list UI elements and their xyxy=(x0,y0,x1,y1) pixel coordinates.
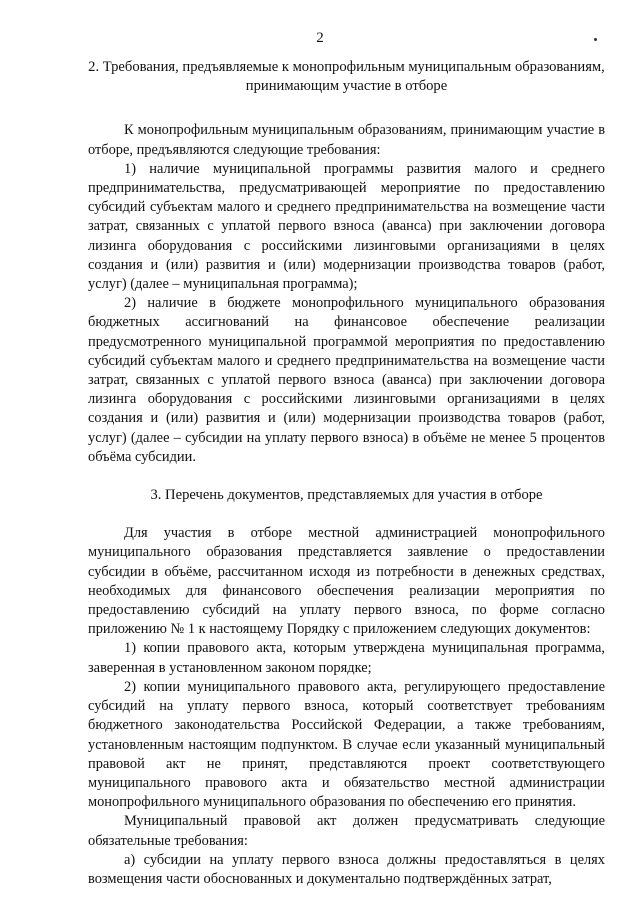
document-body xyxy=(88,58,605,889)
scan-dot xyxy=(594,38,597,41)
section-2-intro: К монопрофильным муниципальным образованиям, принимающим участие в отборе, предъявляются следующие требования: xyxy=(88,122,605,158)
page-number: 2 xyxy=(316,30,324,46)
section-3-intro: Для участия в отборе местной администрацией монопрофильного муниципального образования представляется заявление о предоставлении субсидии в объёме, рассчитанном исходя из потребности в денежных средствах, необходимых для финансового обеспечения реализации мероприятия по предоставлению субсидий на уплату первого взноса, по форме согласно приложению № 1 к настоящему Порядку с приложением следующих документов: xyxy=(88,525,605,638)
section-3-subitem-a: а) субсидии на уплату первого взноса должны предоставляться в целях возмещения части обоснованных и документально подтверждённых затрат, xyxy=(88,851,605,887)
section-3-item-2: 2) копии муниципального правового акта, регулирующего предоставление субсидий на уплату первого взноса, который соответствует требованиям бюджетного законодательства Российской Федерации, а также требованиям, установленным настоящим подпунктом. В случае если указанный муниципальный правовой акт не принят, представляются проект соответствующего муниципального правового акта и обязательство местной администрации монопрофильного муниципального образования по обеспечению его принятия. xyxy=(88,678,605,811)
section-2-item-2: 2) наличие в бюджете монопрофильного муниципального образования бюджетных ассигнований на финансовое обеспечение реализации предусмотренного муниципальной программой мероприятия по предоставлению субсидий субъектам малого и среднего предпринимательства на возмещение части затрат, связанных с уплатой первого взноса (аванса) при заключении договора лизинга оборудования с российскими лизинговыми организациями в целях создания и (или) развития и (или) модернизации производства товаров (работ, услуг) (далее – субсидии на уплату первого взноса) в объёме не менее 5 процентов объёма субсидии. xyxy=(88,295,605,465)
spacer xyxy=(88,96,605,121)
section-3-item-1: 1) копии правового акта, которым утверждена муниципальная программа, заверенная в установленном законом порядке; xyxy=(88,640,605,676)
section-3-requirements-intro: Муниципальный правовой акт должен предусматривать следующие обязательные требования: xyxy=(88,813,605,849)
section-3-heading: 3. Перечень документов, представляемых для участия в отборе xyxy=(150,487,543,504)
spacer xyxy=(88,505,605,524)
section-2-heading: 2. Требования, предъявляемые к монопрофильным муниципальным образованиям, принимающим участие в отборе xyxy=(88,59,605,95)
section-2-item-1: 1) наличие муниципальной программы развития малого и среднего предпринимательства, предусматривающей мероприятие по предоставлению субсидий субъектам малого и среднего предпринимательства на возмещение части затрат, связанных с уплатой первого взноса (аванса) при заключении договора лизинга оборудования с российскими лизинговыми организациями в целях создания и (или) развития и (или) модернизации производства товаров (работ, услуг) (далее – муниципальная программа); xyxy=(88,160,605,293)
spacer xyxy=(88,467,605,486)
